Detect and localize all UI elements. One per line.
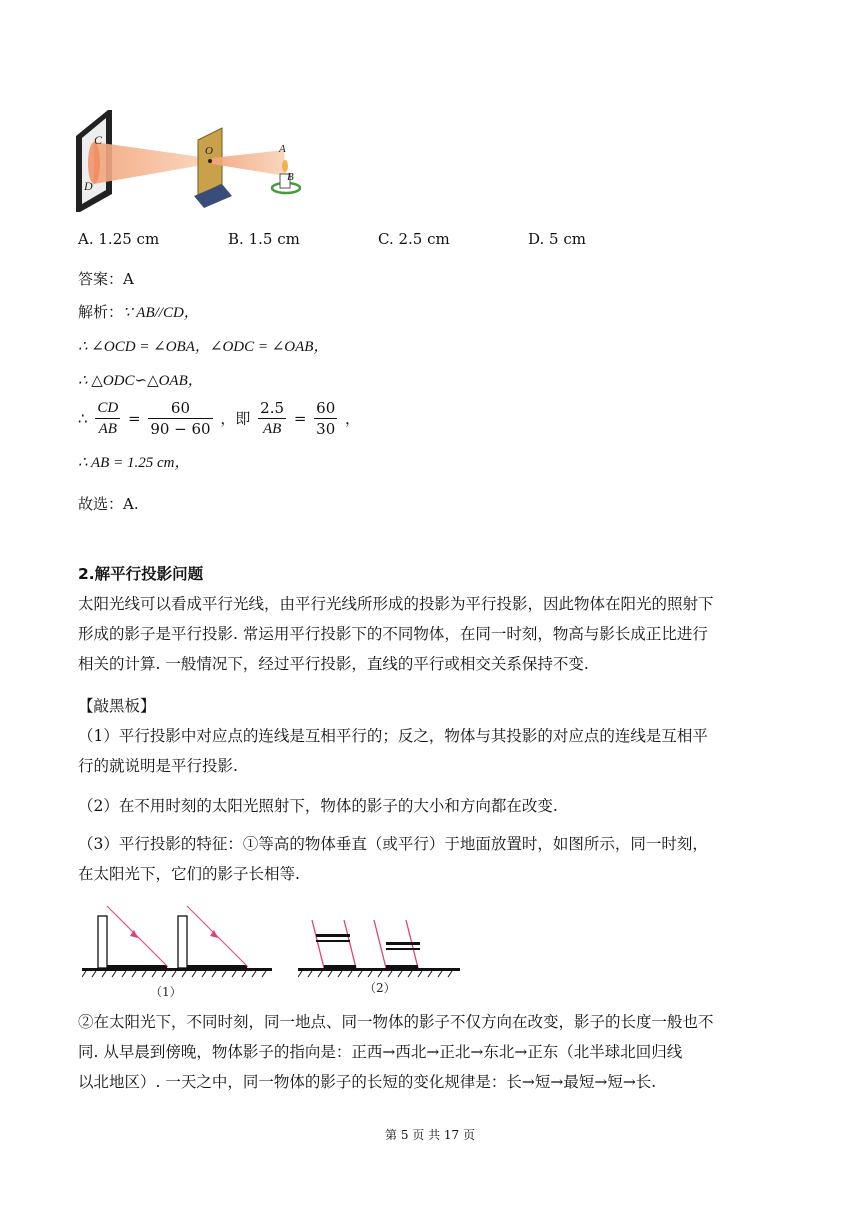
note4-c: 以北地区）. 一天之中，同一物体的影子的长短的变化规律是：长→短→最短→短→长. xyxy=(78,1073,657,1091)
note4-b: 同. 从早晨到傍晚，物体影子的指向是：正西→西北→正北→东北→正东（北半球北回归线 xyxy=(78,1043,683,1061)
post-1 xyxy=(98,916,107,968)
sun-ray-2 xyxy=(187,906,248,967)
light-beam-right xyxy=(212,150,286,176)
note1-a: （1）平行投影中对应点的连线是互相平行的；反之，物体与其投影的对应点的连线是互相平 xyxy=(78,727,708,745)
pinhole-figure xyxy=(72,104,312,216)
note4-a: ②在太阳光下，不同时刻，同一地点、同一物体的影子不仅方向在改变，影子的长度一般也不 xyxy=(78,1013,714,1031)
analysis-line2: ∴ ∠OCD = ∠OBA，∠ODC = ∠OAB， xyxy=(78,339,329,355)
answer: 答案：A xyxy=(78,270,134,288)
note1-b: 行的就说明是平行投影. xyxy=(78,757,238,775)
figure-1-label: （1） xyxy=(150,985,182,999)
option-d: D. 5 cm xyxy=(528,230,586,248)
label-c: C xyxy=(94,133,103,147)
fraction-60-30: $\frac{60}{90 - 60}$ xyxy=(150,399,211,438)
option-a: A. 1.25 cm xyxy=(78,230,160,248)
beam-1 xyxy=(316,934,350,937)
board-title: 【敲黑板】 xyxy=(78,697,156,715)
parallel-projection-figure-1 xyxy=(82,898,277,1004)
analysis-line3: ∴ △ODC∽△OAB， xyxy=(78,373,203,389)
analysis-line5: ∴ AB = 1.25 cm， xyxy=(78,455,190,471)
sun-ray-1 xyxy=(107,906,168,967)
label-a: A xyxy=(279,143,286,155)
fraction-60-30b: $\frac{60}{30}$ xyxy=(316,399,336,438)
analysis-choose: 故选：A. xyxy=(78,495,139,513)
note2: （2）在不用时刻的太阳光照射下，物体的影子的大小和方向都在改变. xyxy=(78,797,558,815)
section-p3: 相关的计算. 一般情况下，经过平行投影，直线的平行或相交关系保持不变. xyxy=(78,655,589,673)
figure-2-label: （2） xyxy=(364,981,396,995)
analysis-line1: 解析：∵ AB//CD， xyxy=(78,303,199,321)
label-d: D xyxy=(84,179,93,193)
section-heading: 2.解平行投影问题 xyxy=(78,565,204,583)
beam-2 xyxy=(386,942,420,945)
section-p1: 太阳光线可以看成平行光线，由平行光线所形成的投影为平行投影，因此物体在阳光的照射下 xyxy=(78,595,714,613)
option-c: C. 2.5 cm xyxy=(378,230,450,248)
page-footer: 第 5 页 共 17 页 xyxy=(385,1128,475,1142)
light-beam-left xyxy=(94,142,208,184)
option-b: B. 1.5 cm xyxy=(228,230,300,248)
note3-a: （3）平行投影的特征：①等高的物体垂直（或平行）于地面放置时，如图所示，同一时刻， xyxy=(78,835,708,853)
note3-b: 在太阳光下，它们的影子长相等. xyxy=(78,865,300,883)
label-o: O xyxy=(205,145,213,157)
section-p2: 形成的影子是平行投影. 常运用平行投影下的不同物体，在同一时刻，物高与影长成正比进行 xyxy=(78,625,708,643)
parallel-projection-figure-2 xyxy=(298,912,470,1002)
fraction-2.5-ab: $\frac{2.5}{AB}$ xyxy=(260,399,285,437)
post-2 xyxy=(178,916,187,968)
fraction-cd-ab: $\frac{CD}{AB}$ xyxy=(97,400,119,437)
analysis-line4: ∴ $\frac{CD}{AB}$ = $\frac{60}{90 - 60}$ ，即 $\frac{2.5}{AB}$ = $\frac{60}{30}$ ， xyxy=(78,399,361,438)
label-b: B xyxy=(287,171,294,183)
